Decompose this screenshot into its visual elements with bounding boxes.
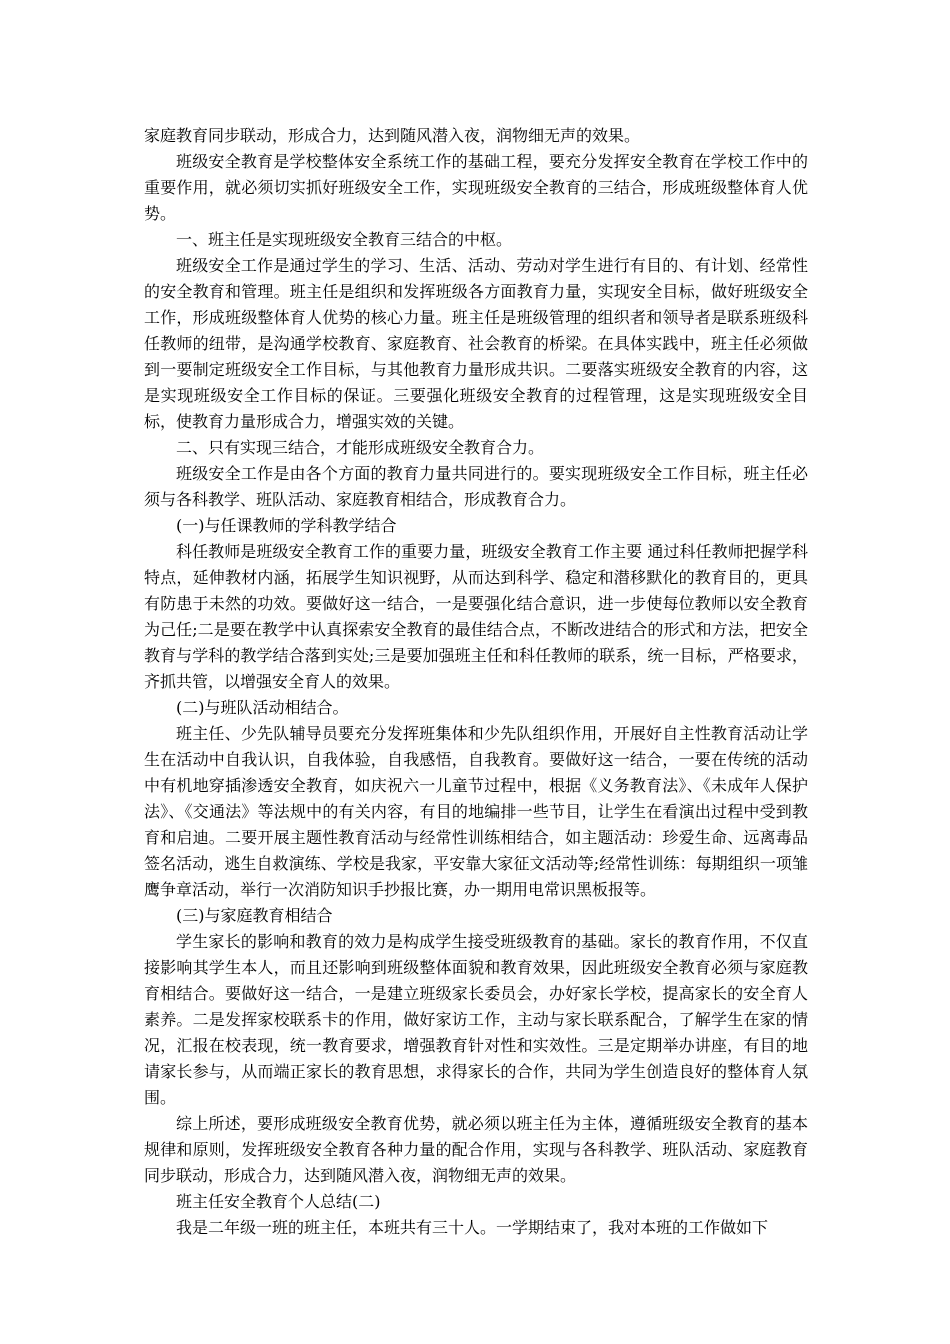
- document-page: [144, 123, 808, 1241]
- subsection-heading-3: (三)与家庭教育相结合: [176, 906, 333, 925]
- paragraph-subsection-2: 班主任、少先队辅导员要充分发挥班集体和少先队组织作用，开展好自主性教育活动让学生在活动中自我认识，自我体验，自我感悟，自我教育。要做好这一结合，一要在传统的活动中有机地穿插渗透安全教育，如庆祝六一儿童节过程中，根据《义务教育法》、《未成年人保护法》、《交通法》等法规中的有关内容，有目的地编排一些节目，让学生在看演出过程中受到教育和启迪。二要开展主题性教育活动与经常性训练相结合，如主题活动：珍爱生命、远离毒品签名活动，逃生自救演练、学校是我家，平安靠大家征文活动等;经常性训练：每期组织一项雏鹰争章活动，举行一次消防知识手抄报比赛，办一期用电常识黑板报等。: [144, 724, 808, 899]
- document-title-2: 班主任安全教育个人总结(二): [176, 1192, 381, 1211]
- paragraph-conclusion: 综上所述，要形成班级安全教育优势，就必须以班主任为主体，遵循班级安全教育的基本规律和原则，发挥班级安全教育各种力量的配合作用，实现与各科教学、班队活动、家庭教育同步联动，形成合力，达到随风潜入夜，润物细无声的效果。: [144, 1114, 808, 1185]
- paragraph-section-2: 班级安全工作是由各个方面的教育力量共同进行的。要实现班级安全工作目标，班主任必须与各科教学、班队活动、家庭教育相结合，形成教育合力。: [144, 464, 808, 509]
- paragraph-intro: 班级安全教育是学校整体安全系统工作的基础工程，要充分发挥安全教育在学校工作中的重要作用，就必须切实抓好班级安全工作，实现班级安全教育的三结合，形成班级整体育人优势。: [144, 152, 808, 223]
- paragraph-summary-start: 我是二年级一班的班主任，本班共有三十人。一学期结束了，我对本班的工作做如下: [176, 1218, 769, 1237]
- section-heading-2: 二、只有实现三结合，才能形成班级安全教育合力。: [176, 438, 545, 457]
- section-heading-1: 一、班主任是实现班级安全教育三结合的中枢。: [176, 230, 513, 249]
- paragraph-subsection-3: 学生家长的影响和教育的效力是构成学生接受班级教育的基础。家长的教育作用，不仅直接影响其学生本人，而且还影响到班级整体面貌和教育效果，因此班级安全教育必须与家庭教育相结合。要做好这一结合，一是建立班级家长委员会，办好家长学校，提高家长的安全育人素养。二是发挥家校联系卡的作用，做好家访工作，主动与家长联系配合，了解学生在家的情况，汇报在校表现，统一教育要求，增强教育针对性和实效性。三是定期举办讲座，有目的地请家长参与，从而端正家长的教育思想，求得家长的合作，共同为学生创造良好的整体育人氛围。: [144, 932, 808, 1107]
- paragraph-continuation: 家庭教育同步联动，形成合力，达到随风潜入夜，润物细无声的效果。: [144, 126, 641, 145]
- paragraph-section-1: 班级安全工作是通过学生的学习、生活、活动、劳动对学生进行有目的、有计划、经常性的安全教育和管理。班主任是组织和发挥班级各方面教育力量，实现安全目标，做好班级安全工作，形成班级整体育人优势的核心力量。班主任是班级管理的组织者和领导者是联系班级科任教师的纽带，是沟通学校教育、家庭教育、社会教育的桥梁。在具体实践中，班主任必须做到一要制定班级安全工作目标，与其他教育力量形成共识。二要落实班级安全教育的内容，这是实现班级安全工作目标的保证。三要强化班级安全教育的过程管理，这是实现班级安全目标，使教育力量形成合力，增强实效的关键。: [144, 256, 808, 431]
- subsection-heading-2: (二)与班队活动相结合。: [176, 698, 349, 717]
- subsection-heading-1: (一)与任课教师的学科教学结合: [176, 516, 397, 535]
- paragraph-subsection-1: 科任教师是班级安全教育工作的重要力量，班级安全教育工作主要 通过科任教师把握学科特点，延伸教材内涵，拓展学生知识视野，从而达到科学、稳定和潜移默化的教育目的，更具有防患于未然的功效。要做好这一结合，一是要强化结合意识，进一步使每位教师以安全教育为己任;二是要在教学中认真探索安全教育的最佳结合点，不断改进结合的形式和方法，把安全教育与学科的教学结合落到实处;三是要加强班主任和科任教师的联系，统一目标，严格要求，齐抓共管，以增强安全育人的效果。: [144, 542, 808, 691]
